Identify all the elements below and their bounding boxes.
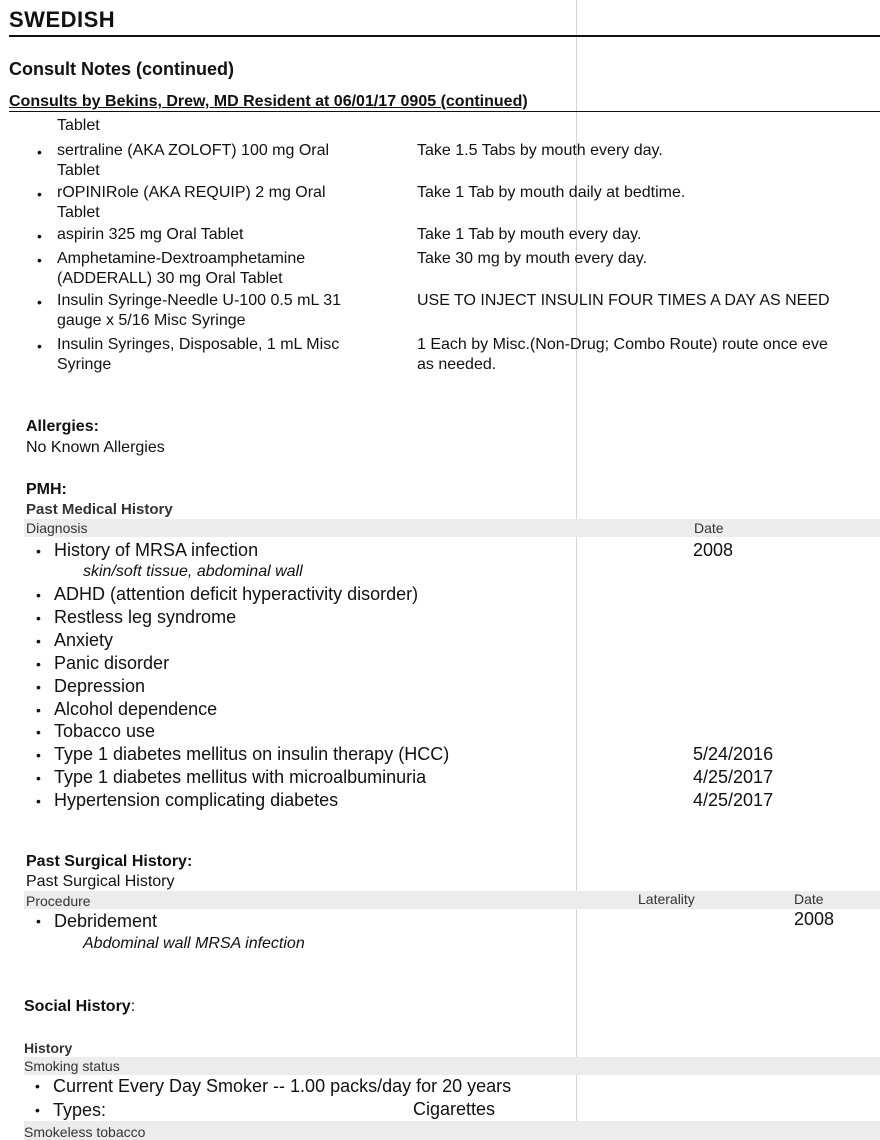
medication-sig-line: Take 30 mg by mouth every day. — [417, 250, 648, 267]
psh-heading: Past Surgical History: — [26, 853, 193, 870]
medication-bullet: • — [37, 338, 42, 354]
medication-name-line: rOPINIRole (AKA REQUIP) 2 mg Oral — [57, 184, 326, 201]
pmh-bullet: • — [36, 747, 41, 764]
pmh-date: 5/24/2016 — [693, 744, 774, 765]
psh-column-header-band — [24, 891, 880, 909]
allergies-heading: Allergies: — [26, 418, 99, 435]
medication-bullet: • — [37, 186, 42, 202]
medication-bullet: • — [37, 228, 42, 244]
pmh-diagnosis: Panic disorder — [54, 652, 170, 673]
smokeless-band — [24, 1121, 880, 1140]
section-title: Consult Notes (continued) — [9, 59, 234, 79]
medication-name-line: Syringe — [57, 356, 112, 373]
medication-sig-line: 1 Each by Misc.(Non-Drug; Combo Route) route once eve — [417, 336, 828, 353]
psh-bullet: • — [36, 913, 41, 929]
psh-col-date: Date — [794, 891, 824, 907]
page-fold-line — [576, 0, 577, 1140]
psh-col-procedure: Procedure — [26, 893, 91, 909]
medication-sig-line: as needed. — [417, 356, 497, 373]
consult-rule — [9, 111, 880, 112]
types-bullet: • — [35, 1102, 40, 1118]
pmh-date: 4/25/2017 — [693, 790, 774, 811]
pmh-bullet: • — [36, 724, 41, 741]
social-heading: Social History — [24, 998, 131, 1015]
medication-name-line: Insulin Syringe-Needle U-100 0.5 mL 31 — [57, 292, 342, 309]
consult-title: Consults by Bekins, Drew, MD Resident at 06/01/17 0905 (continued) — [9, 93, 528, 110]
pmh-column-header-band — [24, 519, 880, 537]
header-rule — [9, 35, 880, 37]
medication-name-line: Tablet — [57, 204, 100, 221]
pmh-col-date: Date — [694, 520, 724, 536]
pmh-diagnosis: ADHD (attention deficit hyperactivity disorder) — [54, 584, 419, 604]
pmh-bullet: • — [36, 655, 41, 672]
psh-col-laterality: Laterality — [638, 891, 695, 907]
medication-bullet: • — [37, 252, 42, 268]
medication-continued-line: Tablet — [57, 117, 100, 134]
medication-sig-line: Take 1 Tab by mouth every day. — [417, 226, 642, 243]
pmh-diagnosis: History of MRSA infection — [54, 540, 259, 560]
pmh-heading: PMH: — [26, 481, 67, 498]
psh-procedure: Debridement — [54, 911, 158, 931]
medication-bullet: • — [37, 144, 42, 160]
pmh-diagnosis-note: skin/soft tissue, abdominal wall — [83, 563, 303, 580]
medication-name-line: Insulin Syringes, Disposable, 1 mL Misc — [57, 336, 340, 353]
medication-name-line: (ADDERALL) 30 mg Oral Tablet — [57, 270, 283, 287]
medication-sig-line: Take 1 Tab by mouth daily at bedtime. — [417, 184, 686, 201]
pmh-diagnosis: Restless leg syndrome — [54, 606, 237, 627]
social-heading-colon: : — [130, 998, 136, 1015]
medication-name-line: Amphetamine-Dextroamphetamine — [57, 250, 306, 267]
medication-name-line: sertraline (AKA ZOLOFT) 100 mg Oral — [57, 142, 330, 159]
medication-name-line: aspirin 325 mg Oral Tablet — [57, 226, 244, 243]
pmh-diagnosis: Alcohol dependence — [54, 698, 218, 719]
psh-date: 2008 — [794, 909, 835, 929]
medication-sig-line: USE TO INJECT INSULIN FOUR TIMES A DAY AS NEED — [417, 292, 830, 309]
smoking-status-label: Smoking status — [24, 1058, 120, 1074]
social-heading-line — [24, 998, 135, 1016]
pmh-date: 4/25/2017 — [693, 767, 774, 788]
pmh-subheading: Past Medical History — [26, 501, 173, 518]
pmh-col-diagnosis: Diagnosis — [26, 520, 88, 536]
social-history-label: History — [24, 1040, 73, 1056]
brand-logo-text: SWEDISH — [9, 7, 116, 32]
smoking-status-value: Current Every Day Smoker -- 1.00 packs/day for 20 years — [53, 1076, 512, 1096]
psh-procedure-note: Abdominal wall MRSA infection — [83, 935, 305, 952]
pmh-bullet: • — [36, 587, 41, 603]
types-value: Cigarettes — [413, 1099, 496, 1119]
smoking-bullet: • — [35, 1078, 40, 1094]
pmh-bullet: • — [36, 770, 41, 787]
pmh-diagnosis: Depression — [54, 675, 146, 696]
pmh-diagnosis: Type 1 diabetes mellitus with microalbuminuria — [54, 767, 427, 788]
smokeless-tobacco-label: Smokeless tobacco — [24, 1124, 146, 1140]
pmh-bullet: • — [36, 632, 41, 649]
pmh-diagnosis: Anxiety — [54, 629, 114, 650]
allergies-value: No Known Allergies — [26, 439, 165, 456]
pmh-date: 2008 — [693, 540, 734, 560]
pmh-diagnosis: Type 1 diabetes mellitus on insulin therapy (HCC) — [54, 744, 450, 765]
psh-subheading: Past Surgical History — [26, 873, 175, 890]
medication-sig-line: Take 1.5 Tabs by mouth every day. — [417, 142, 663, 159]
pmh-bullet: • — [36, 701, 41, 718]
medication-name-line: Tablet — [57, 162, 100, 179]
pmh-bullet: • — [36, 543, 41, 559]
pmh-bullet: • — [36, 609, 41, 626]
social-smoking-band — [24, 1057, 880, 1075]
pmh-bullet: • — [36, 678, 41, 695]
medication-bullet: • — [37, 294, 42, 310]
types-label: Types: — [53, 1100, 107, 1120]
pmh-diagnosis: Tobacco use — [54, 721, 156, 742]
medication-name-line: gauge x 5/16 Misc Syringe — [57, 312, 246, 329]
pmh-diagnosis: Hypertension complicating diabetes — [54, 790, 339, 811]
pmh-bullet: • — [36, 793, 41, 810]
